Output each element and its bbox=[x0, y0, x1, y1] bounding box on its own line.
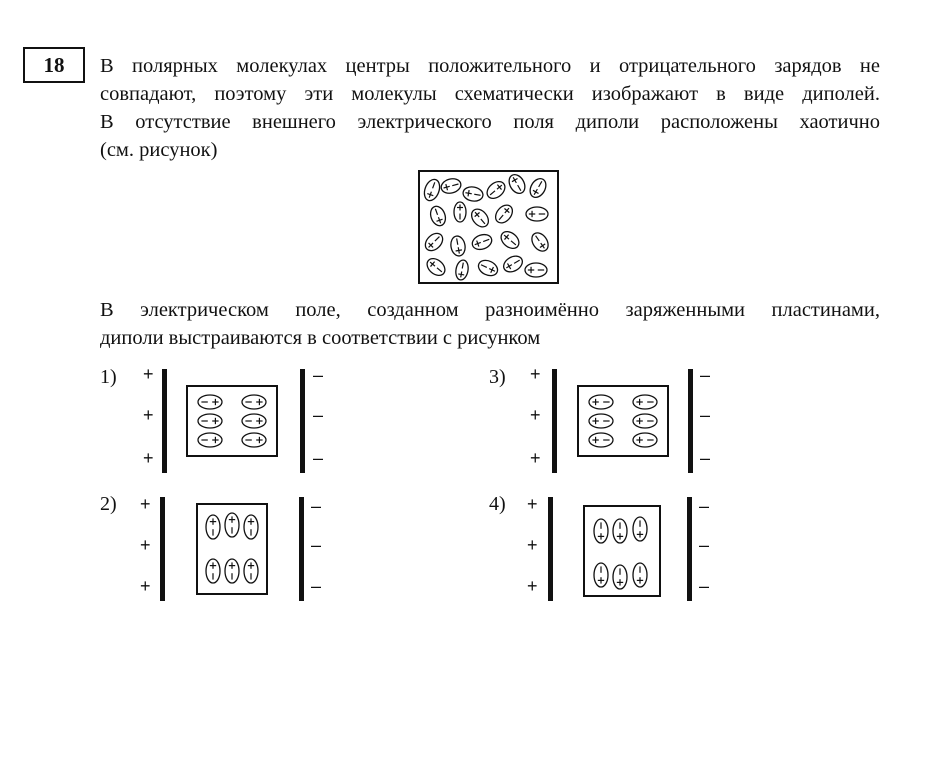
dipole-icon bbox=[198, 433, 222, 447]
positive-plate bbox=[552, 369, 557, 473]
option-4-label[interactable]: 4) bbox=[489, 493, 506, 515]
plus-sign: + bbox=[143, 405, 154, 425]
dipole-icon bbox=[526, 207, 548, 221]
dipole-icon bbox=[633, 433, 657, 447]
plus-sign: + bbox=[527, 535, 538, 555]
negative-plate bbox=[688, 369, 693, 473]
dipole-icon bbox=[244, 559, 258, 583]
dipole-icon bbox=[454, 202, 466, 222]
minus-sign: – bbox=[699, 576, 710, 596]
option-4-dipoles bbox=[585, 507, 659, 595]
question-prompt bbox=[100, 296, 880, 352]
dipole-icon bbox=[613, 519, 627, 543]
dipole-icon bbox=[529, 230, 552, 254]
dipole-icon bbox=[633, 563, 647, 587]
minus-sign: – bbox=[700, 365, 711, 385]
dipole-icon bbox=[242, 414, 266, 428]
minus-sign: – bbox=[313, 405, 324, 425]
option-4-figure bbox=[583, 505, 661, 597]
dipole-icon bbox=[525, 263, 547, 277]
dipole-icon bbox=[594, 563, 608, 587]
dipole-icon bbox=[440, 177, 463, 196]
plus-sign: + bbox=[527, 576, 538, 596]
minus-sign: – bbox=[313, 365, 324, 385]
plus-sign: + bbox=[530, 364, 541, 384]
dipole-icon bbox=[498, 228, 522, 252]
dipole-icon bbox=[206, 559, 220, 583]
intro-line: совпадают, поэтому эти молекулы схематически изображают в виде диполей. bbox=[100, 83, 880, 105]
chaotic-dipoles-drawing bbox=[420, 172, 557, 282]
positive-plate bbox=[548, 497, 553, 601]
negative-plate bbox=[300, 369, 305, 473]
dipole-icon bbox=[428, 204, 448, 228]
minus-sign: – bbox=[311, 576, 322, 596]
plus-sign: + bbox=[140, 535, 151, 555]
dipole-icon bbox=[594, 519, 608, 543]
option-3-figure bbox=[577, 385, 669, 457]
positive-plate bbox=[162, 369, 167, 473]
dipole-icon bbox=[476, 257, 500, 278]
dipole-icon bbox=[633, 517, 647, 541]
dipole-icon bbox=[225, 513, 239, 537]
option-1-dipoles bbox=[188, 387, 276, 455]
dipole-icon bbox=[484, 178, 508, 202]
dipole-icon bbox=[422, 177, 443, 202]
dipole-icon bbox=[470, 232, 494, 252]
option-2-figure bbox=[196, 503, 268, 595]
dipole-icon bbox=[206, 515, 220, 539]
minus-sign: – bbox=[699, 535, 710, 555]
dipole-icon bbox=[589, 414, 613, 428]
prompt-line: В электрическом поле, созданном разноимённо заряженными пластинами, bbox=[100, 299, 880, 321]
dipole-icon bbox=[454, 259, 469, 281]
dipole-icon bbox=[468, 206, 492, 230]
plus-sign: + bbox=[140, 576, 151, 596]
plus-sign: + bbox=[530, 405, 541, 425]
dipole-icon bbox=[449, 235, 466, 257]
plus-sign: + bbox=[140, 494, 151, 514]
dipole-icon bbox=[589, 395, 613, 409]
plus-sign: + bbox=[143, 364, 154, 384]
dipole-icon bbox=[506, 172, 528, 196]
dipole-icon bbox=[242, 433, 266, 447]
dipole-icon bbox=[633, 414, 657, 428]
option-1-figure bbox=[186, 385, 278, 457]
option-3-label[interactable]: 3) bbox=[489, 366, 506, 388]
option-3-dipoles bbox=[579, 387, 667, 455]
plus-sign: + bbox=[527, 494, 538, 514]
minus-sign: – bbox=[700, 448, 711, 468]
plus-sign: + bbox=[530, 448, 541, 468]
minus-sign: – bbox=[313, 448, 324, 468]
chaotic-dipoles-figure bbox=[418, 170, 559, 284]
dipole-icon bbox=[501, 253, 525, 275]
option-2-label[interactable]: 2) bbox=[100, 493, 117, 515]
dipole-icon bbox=[589, 433, 613, 447]
dipole-icon bbox=[492, 202, 516, 226]
negative-plate bbox=[299, 497, 304, 601]
dipole-icon bbox=[198, 395, 222, 409]
dipole-icon bbox=[633, 395, 657, 409]
positive-plate bbox=[160, 497, 165, 601]
dipole-icon bbox=[613, 565, 627, 589]
question-intro bbox=[100, 52, 880, 164]
negative-plate bbox=[687, 497, 692, 601]
dipole-icon bbox=[244, 515, 258, 539]
dipole-icon bbox=[462, 185, 484, 202]
option-2-dipoles bbox=[198, 505, 266, 593]
dipole-icon bbox=[225, 559, 239, 583]
question-number: 18 bbox=[23, 47, 85, 83]
dipole-icon bbox=[424, 255, 448, 279]
prompt-line: диполи выстраиваются в соответствии с рисунком bbox=[100, 327, 541, 349]
intro-line: В полярных молекулах центры положительного и отрицательного зарядов не bbox=[100, 55, 880, 77]
intro-line: (см. рисунок) bbox=[100, 139, 218, 161]
intro-line: В отсутствие внешнего электрического поля диполи расположены хаотично bbox=[100, 111, 880, 133]
minus-sign: – bbox=[311, 535, 322, 555]
dipole-icon bbox=[198, 414, 222, 428]
option-1-label[interactable]: 1) bbox=[100, 366, 117, 388]
minus-sign: – bbox=[311, 496, 322, 516]
minus-sign: – bbox=[699, 496, 710, 516]
minus-sign: – bbox=[700, 405, 711, 425]
dipole-icon bbox=[242, 395, 266, 409]
dipole-icon bbox=[527, 176, 549, 200]
plus-sign: + bbox=[143, 448, 154, 468]
dipole-icon bbox=[422, 230, 446, 254]
